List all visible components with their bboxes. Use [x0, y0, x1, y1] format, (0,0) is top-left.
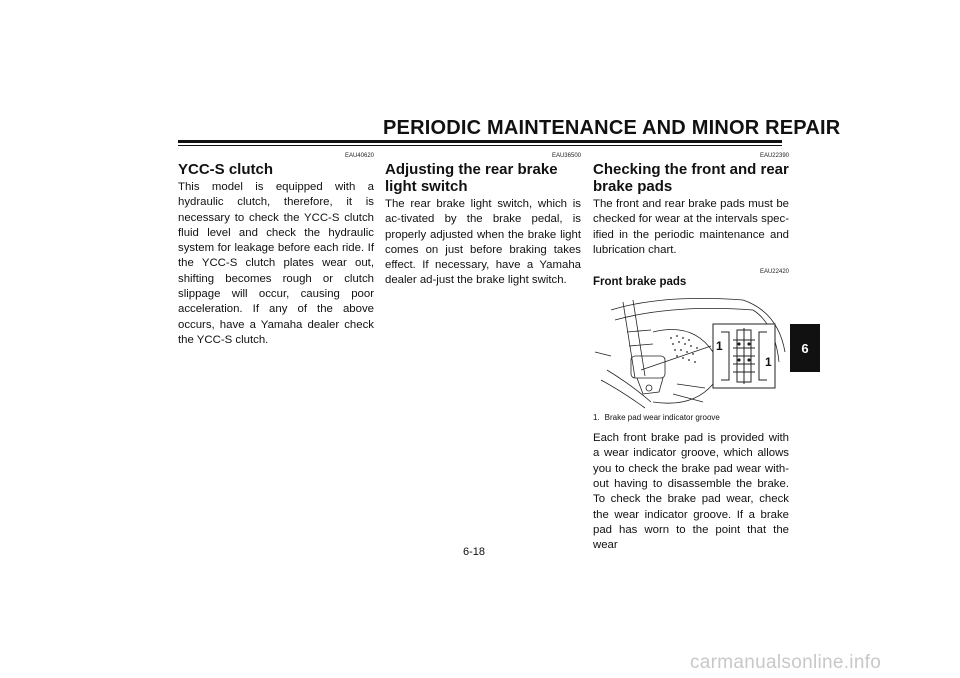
section-code: EAU40620	[344, 153, 374, 159]
section-heading-brake-pads: Checking the front and rear brake pads	[593, 161, 789, 195]
section-heading-ycc-s-clutch: YCC-S clutch	[178, 161, 274, 178]
header-rule-thin	[178, 145, 782, 146]
page-number: 6-18	[463, 546, 486, 558]
figure-caption	[593, 413, 789, 422]
section-body-rear-brake-light-switch: The rear brake light switch, which is ac-tivated by the brake pedal, is properly adjusted when the brake light comes on just before braking takes effect. If necessary, have a Yamaha dealer ad-just the brake light switch.	[385, 198, 581, 287]
section-body-brake-pads: The front and rear brake pads must be checked for wear at the intervals spec-ified in the periodic maintenance and lubrication chart.	[593, 198, 789, 256]
brake-caliper-drawing	[593, 292, 789, 410]
callout-label-right: 1	[765, 355, 772, 370]
column-middle	[385, 152, 581, 289]
subsection-body-front-brake-pads: Each front brake pad is provided with a wear indicator groove, which allows you to check the brake pad wear with-out having to disassemble the brake. To check the brake pad wear, check the wear indicator groove. If a brake pad has worn to the point that the wear	[593, 432, 789, 552]
callout-label-left: 1	[716, 339, 723, 354]
watermark-text: carmanualsonline.info	[690, 652, 882, 673]
section-code: EAU36500	[551, 153, 581, 159]
page-header-title: PERIODIC MAINTENANCE AND MINOR REPAIR	[383, 117, 841, 139]
section-body-ycc-s-clutch: This model is equipped with a hydraulic clutch, therefore, it is necessary to check the YCC-S clutch fluid level and check the hydraulic system for leakage before each ride. If the YCC-S clutch plates wear out, shifting becomes rough or clutch slippage will occur, causing poor acceleration. If any of the above occurs, have a Yamaha dealer check the YCC-S clutch.	[178, 181, 374, 346]
caption-text: Brake pad wear indicator groove	[604, 413, 720, 423]
caption-number: 1.	[593, 413, 600, 423]
chapter-tab: 6	[790, 324, 820, 372]
brake-pad-illustration	[593, 292, 789, 410]
subsection-heading-front-brake-pads: Front brake pads	[593, 276, 687, 289]
section-heading-rear-brake-light-switch: Adjusting the rear brake light switch	[385, 161, 558, 195]
subsection-code: EAU22420	[759, 269, 789, 276]
column-right	[593, 152, 789, 554]
column-left	[178, 152, 374, 348]
section-code: EAU22390	[759, 153, 789, 159]
header-rule-thick	[178, 140, 782, 143]
